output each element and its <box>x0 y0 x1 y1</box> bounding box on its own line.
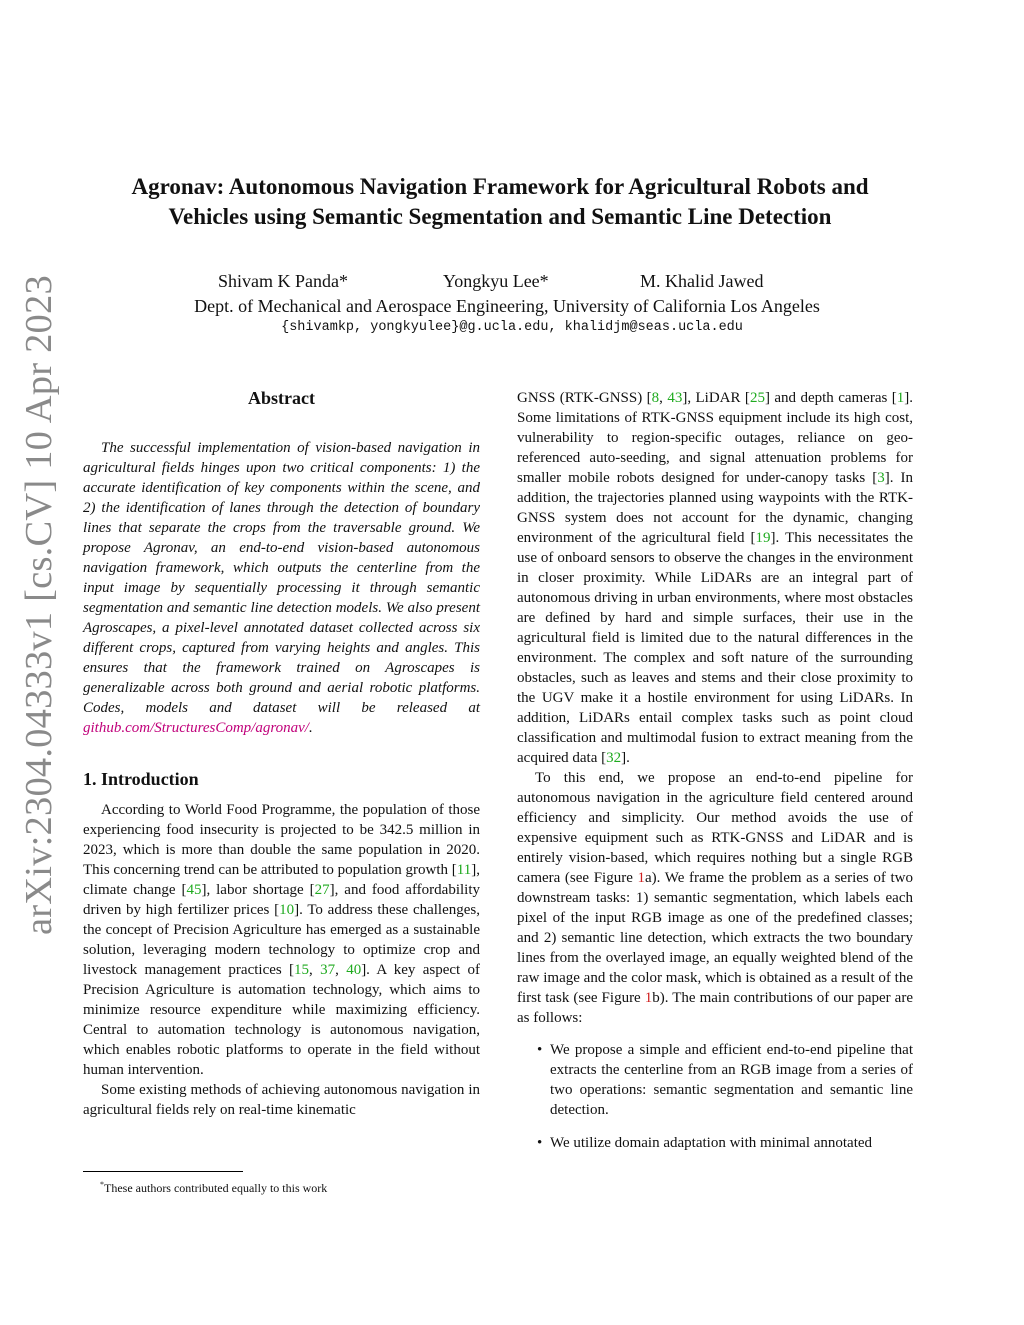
text-run: ]. To address these challenges, the concept of Precision Agriculture has emerged as a sustainable solution, leveraging modern technology to optimize crop and livestock management practices [ <box>83 902 480 978</box>
text-run: , <box>659 390 668 406</box>
citation-link[interactable]: 19 <box>755 530 771 546</box>
citation-link[interactable]: 40 <box>346 962 362 978</box>
affiliation <box>0 295 1024 317</box>
text-run: ]. In addition, the trajectories planned using waypoints with the RTK-GNSS system does not account for the dynamic, changing environment of the agricultural field [ <box>517 470 914 546</box>
affiliation-text: Dept. of Mechanical and Aerospace Engineering, University of California Los Angeles <box>194 296 820 316</box>
abstract-body <box>83 438 480 738</box>
abstract-text: The successful implementation of vision-based navigation in agricultural fields hinges upon two critical components: 1) the accurate identification of key components within the scene, and 2) the identification of lanes through the detection of boundary lines that separate the crops from the traversable ground. We propose Agronav, an end-to-end vision-based autonomous navigation framework, which outputs the centerline from the input image by sequentially processing it through semantic segmentation and semantic line detection models. We also present Agroscapes, a pixel-level annotated dataset collected across six different crops, captured from varying heights and angles. This ensures that the framework trained on Agroscapes is generalizable across both ground and aerial robotic platforms. Codes, models and dataset will be released at <box>83 440 480 716</box>
contributions-list <box>517 1040 913 1153</box>
author-3: M. Khalid Jawed <box>640 271 764 291</box>
text-run: ]. A key aspect of Precision Agriculture is automation technology, which aims to minimize resource expenditure while maximizing efficiency. Central to automation technology is autonomous navigation, which enables robotic platforms to operate in the field without human intervention. <box>83 962 481 1078</box>
right-paragraph-2 <box>517 768 913 1028</box>
section-heading-introduction: 1. Introduction <box>83 769 199 789</box>
figure-ref-link[interactable]: 1 <box>637 870 645 886</box>
footnote-mark: * <box>100 1180 104 1189</box>
author-emails: {shivamkp, yongkyulee}@g.ucla.edu, khalidjm@seas.ucla.edu <box>281 320 743 335</box>
citation-link[interactable]: 11 <box>456 862 472 878</box>
citation-link[interactable]: 8 <box>651 390 660 406</box>
text-run: GNSS (RTK-GNSS) [ <box>517 390 652 406</box>
citation-link[interactable]: 1 <box>896 390 905 406</box>
left-column <box>83 388 480 1120</box>
citation-link[interactable]: 43 <box>667 390 683 406</box>
text-run: ]. Some limitations of RTK-GNSS equipment include its high cost, vulnerability to region-specific outages, reliance on geo-referenced auto-seeding, and signal attenuation problems for smaller mobile robots designed for under-canopy tasks [ <box>517 390 914 486</box>
title-line-1: Agronav: Autonomous Navigation Framework for Agricultural Robots and <box>131 174 869 199</box>
author-list <box>0 271 1024 293</box>
paper-title <box>80 172 920 232</box>
text-run: , <box>309 962 321 978</box>
text-run: ], climate change [ <box>83 862 480 898</box>
citation-link[interactable]: 32 <box>606 750 622 766</box>
code-link[interactable]: github.com/StructuresComp/agronav/ <box>83 720 309 736</box>
list-item: • We propose a simple and efficient end-to-end pipeline that extracts the centerline from an RGB image from a series of two operations: semantic segmentation and semantic line detection. <box>517 1040 913 1120</box>
text-run: ] and depth cameras [ <box>764 390 897 406</box>
intro-paragraph-1 <box>83 800 480 1080</box>
text-run: ], LiDAR [ <box>682 390 750 406</box>
text-run: To this end, we propose an end-to-end pipeline for autonomous navigation in the agriculture field centered around efficiency and simplicity. Our method avoids the use of expensive equipment such as RTK-GNSS and LiDAR and is entirely vision-based, which requires nothing but a single RGB camera (see Figure <box>517 770 913 886</box>
text-run: b). The main contributions of our paper are as follows: <box>517 990 913 1026</box>
abstract-heading: Abstract <box>248 388 315 408</box>
author-2: Yongkyu Lee* <box>443 271 549 291</box>
abstract-end: . <box>308 720 313 736</box>
right-paragraph-1 <box>517 388 913 768</box>
text-run: ], and food affordability driven by high fertilizer prices [ <box>83 882 480 918</box>
title-line-2: Vehicles using Semantic Segmentation and Semantic Line Detection <box>168 204 832 229</box>
citation-link[interactable]: 27 <box>314 882 330 898</box>
figure-ref-link[interactable]: 1 <box>644 990 653 1006</box>
text-run: a). We frame the problem as a series of two downstream tasks: 1) semantic segmentation, which labels each pixel of the input RGB image as one of the predefined classes; and 2) semantic line detection, which extracts the two boundary lines from the overlayed image, an equally weighted blend of the raw image and the color mask, which is obtained as a result of the first task (see Figure <box>517 870 913 1006</box>
citation-link[interactable]: 15 <box>294 962 310 978</box>
citation-link[interactable]: 45 <box>186 882 202 898</box>
text-run: ]. This necessitates the use of onboard sensors to observe the changes in the environment in closer proximity. While LiDARs are an integral part of autonomous driving in urban environments, where most obstacles are defined by hard and simple surfaces, their use in the agricultural field is limited due to the natural differences in the environment. The complex and soft nature of the surrounding obstacles, such as leaves and stems and their close proximity to the UGV make it a hostile environment for using LiDARs. In addition, LiDARs entail complex tasks such as point cloud classification and multimodal fusion to extract meaning from the acquired data [ <box>517 530 913 766</box>
footnote-text: These authors contributed equally to this work <box>104 1181 328 1195</box>
footnote-rule <box>83 1171 243 1172</box>
footnote <box>100 1178 327 1195</box>
text-run: ], labor shortage [ <box>201 882 315 898</box>
text-run: According to World Food Programme, the population of those experiencing food insecurity is projected to be 342.5 million in 2023, which is more than double the same population in 2020. This concerning trend can be attributed to population growth [ <box>83 802 480 878</box>
right-column <box>517 388 913 1166</box>
author-1: Shivam K Panda* <box>218 271 348 291</box>
citation-link[interactable]: 37 <box>320 962 336 978</box>
list-item: • We utilize domain adaptation with minimal annotated <box>517 1133 913 1153</box>
text-run: , <box>335 962 347 978</box>
text-run: ]. <box>621 750 630 766</box>
citation-link[interactable]: 10 <box>279 902 295 918</box>
intro-paragraph-2: Some existing methods of achieving autonomous navigation in agricultural fields rely on real-time kinematic <box>83 1082 480 1118</box>
citation-link[interactable]: 3 <box>877 470 885 486</box>
citation-link[interactable]: 25 <box>749 390 765 406</box>
arxiv-stamp-text: arXiv:2304.04333v1 [cs.CV] 10 Apr 2023 <box>18 275 60 935</box>
